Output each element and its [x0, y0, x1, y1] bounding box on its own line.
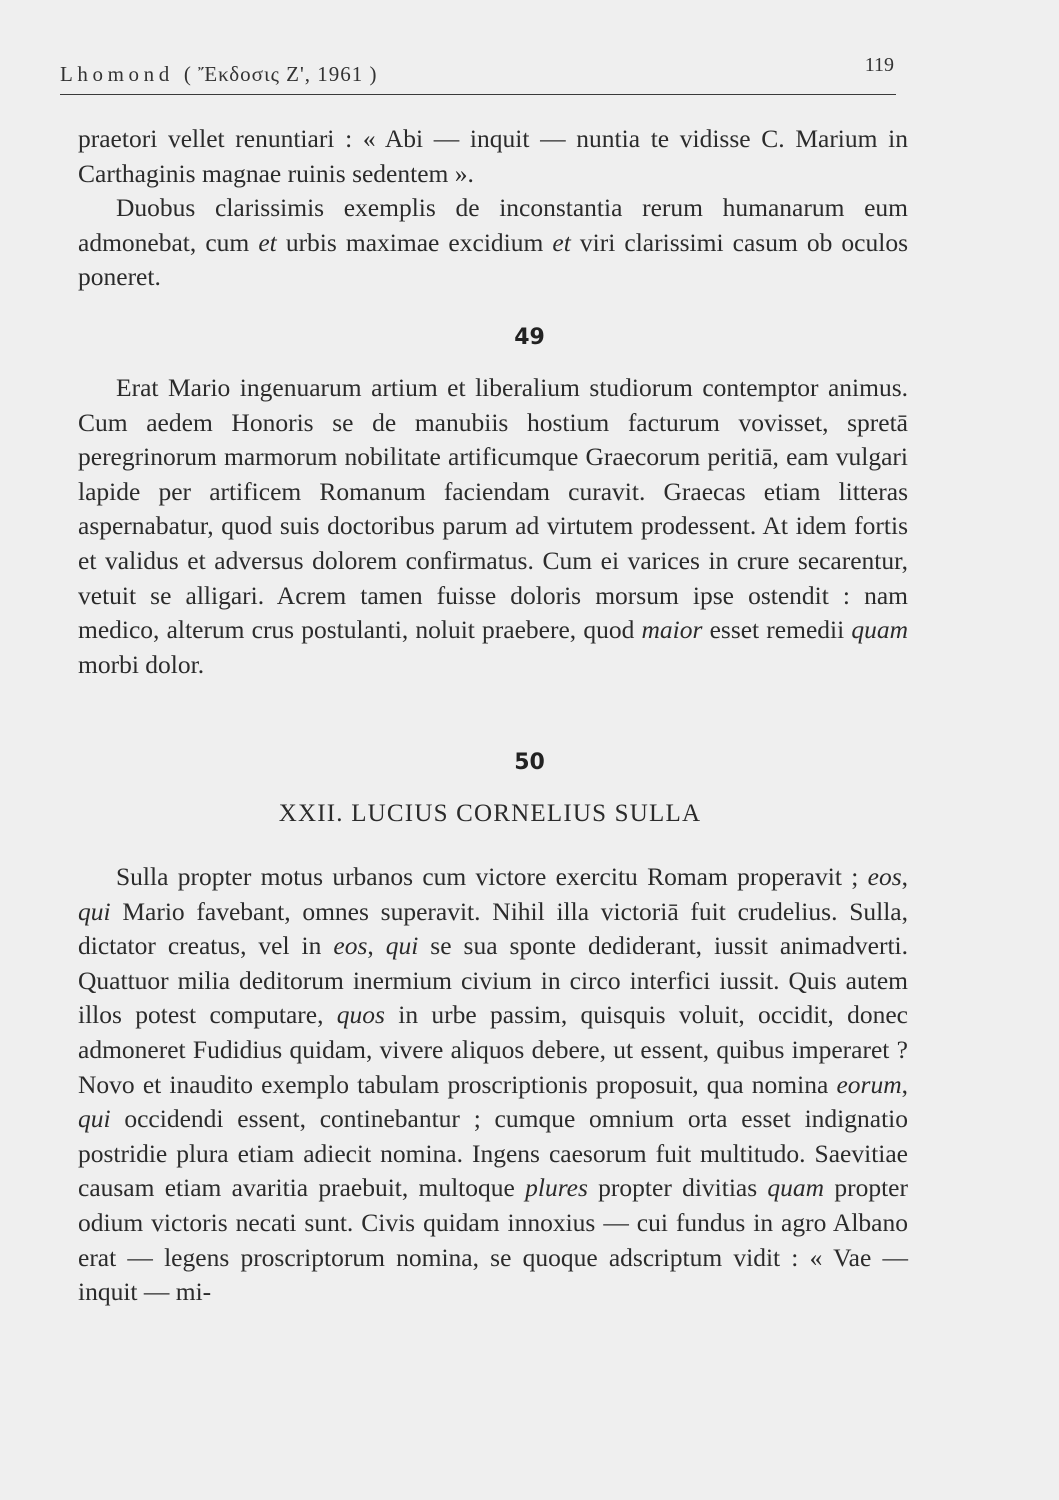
running-head-left — [60, 62, 378, 87]
paragraph-sulla: Sulla propter motus urbanos cum victore exercitu Romam properavit ; eos, qui Mario favebant, omnes superavit. Nihil illa victoriā fuit crudelius. Sulla, dictator creatus, vel in eos, qui se sua sponte dediderant, iussit animadverti. Quattuor milia deditorum inermium civium in circo interfici iussit. Quis autem illos potest computare, quos in urbe passim, quisquis voluit, occidit, donec admoneret Fudidius quidam, vivere aliquos debere, ut essent, quibus imperaret ? Novo et inaudito exemplo tabulam proscriptionis proposuit, qua nomina eorum, qui occidendi essent, continebantur ; cumque omnium orta esset indignatio postridie plura etiam adiecit nomina. Ingens caesorum fuit multitudo. Saevitiae causam etiam avaritia praebuit, multoque plures propter divitias quam propter odium victoris necati sunt. Civis quidam innoxius — cui fundus in agro Albano erat — legens proscriptorum nomina, se quoque adscriptum vidit : « Vae — inquit — mi- — [78, 862, 909, 1307]
page-number: 119 — [864, 54, 894, 76]
section-number-50: 50 — [514, 750, 545, 775]
chapter-title: XXII. LUCIUS CORNELIUS SULLA — [278, 800, 702, 827]
paragraph-duobus: Duobus clarissimis exemplis de inconstantia rerum humanarum eum admonebat, cum et urbis maximae excidium et viri clarissimi casum ob oculos poneret. — [78, 193, 909, 292]
continued-text-block — [78, 122, 908, 295]
paragraph-continuation: praetori vellet renuntiari : « Abi — inquit — nuntia te vidisse C. Marium in Carthaginis magnae ruinis sedentem ». — [78, 124, 908, 188]
section-50-text — [78, 860, 908, 1310]
section-49-text — [78, 371, 908, 682]
running-head — [60, 54, 896, 95]
author-name: Lhomond — [60, 62, 174, 86]
edition-info: ( Ἔκδοσις Z', 1961 ) — [183, 62, 378, 86]
section-number-49: 49 — [514, 325, 545, 350]
paragraph-section-49: Erat Mario ingenuarum artium et liberalium studiorum contemptor animus. Cum aedem Honoris se de manubiis hostium facturum vovisset, spretā peregrinorum marmorum nobilitate artificumque Graecorum peritiā, eam vulgari lapide per artificem Romanum faciendam curavit. Graecas etiam litteras aspernabatur, quod suis doctoribus parum ad virtutem prodessent. At idem fortis et validus et adversus dolorem confirmatus. Cum ei varices in crure secarentur, vetuit se alligari. Acrem tamen fuisse doloris morsum ipse ostendit : nam medico, alterum crus postulanti, noluit praebere, quod maior esset remedii quam morbi dolor. — [78, 373, 909, 679]
